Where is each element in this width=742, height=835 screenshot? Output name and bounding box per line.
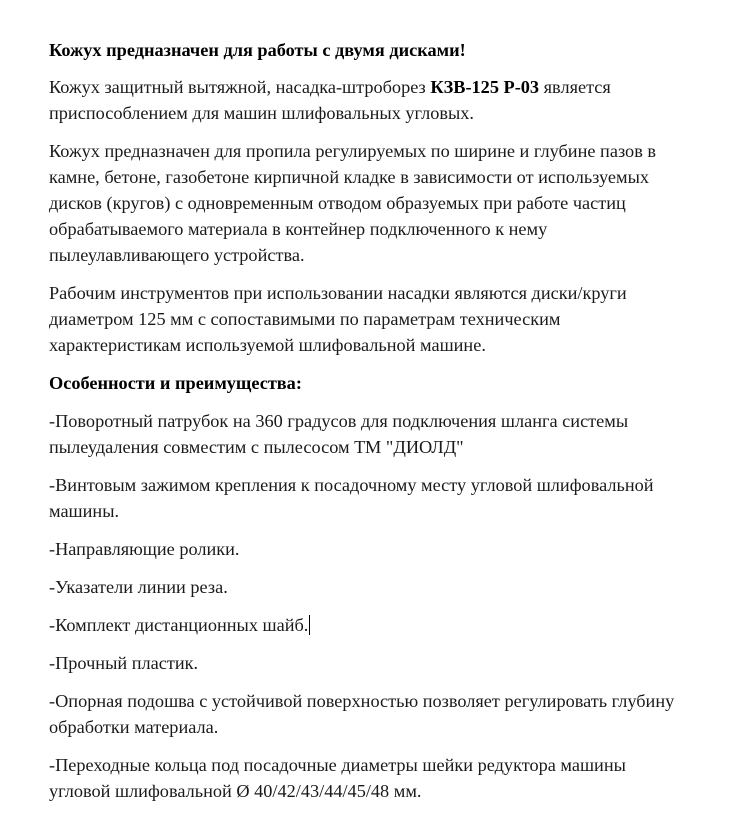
purpose-line: обрабатываемого материала в контейнер подключенного к нему: [49, 219, 548, 239]
purpose-line: камне, бетоне, газобетоне кирпичной кладке в зависимости от используемых: [49, 167, 650, 187]
document-heading: Кожух предназначен для работы с двумя дисками!: [49, 40, 466, 60]
intro-text-after: является: [539, 77, 611, 97]
feature-item: -Переходные кольца под посадочные диаметры шейки редуктора машины угловой шлифовальной Ø 40/42/43/44/45/48 мм.: [49, 755, 626, 801]
document-body: [49, 37, 739, 816]
purpose-paragraph: [49, 138, 739, 268]
features-heading: Особенности и преимущества:: [49, 373, 302, 393]
intro-paragraph: [49, 74, 739, 126]
tools-paragraph: [49, 280, 739, 358]
feature-item: -Опорная подошва с устойчивой поверхностью позволяет регулировать глубину обработки материала.: [49, 691, 675, 737]
feature-item: -Винтовым зажимом крепления к посадочному месту угловой шлифовальной машины.: [49, 475, 654, 521]
intro-text-before: Кожух защитный вытяжной, насадка-штроборез: [49, 77, 431, 97]
feature-item: -Направляющие ролики.: [49, 539, 240, 559]
purpose-line: дисков (кругов) с одновременным отводом образуемых при работе частиц: [49, 193, 626, 213]
feature-item: -Указатели линии реза.: [49, 577, 228, 597]
tools-line: диаметром 125 мм с сопоставимыми по параметрам техническим: [49, 309, 561, 329]
feature-item: -Прочный пластик.: [49, 653, 199, 673]
tools-line: характеристикам используемой шлифовальной машине.: [49, 335, 486, 355]
purpose-line: Кожух предназначен для пропила регулируемых по ширине и глубине пазов в: [49, 141, 657, 161]
text-cursor: [309, 615, 310, 635]
feature-item[interactable]: -Комплект дистанционных шайб.: [49, 615, 309, 635]
tools-line: Рабочим инструментов при использовании насадки являются диски/круги: [49, 283, 627, 303]
feature-item: -Поворотный патрубок на 360 градусов для подключения шланга системы пылеудаления совместим с пылесосом ТМ "ДИОЛД": [49, 411, 629, 457]
purpose-line: пылеулавливающего устройства.: [49, 245, 305, 265]
intro-text-line2: приспособлением для машин шлифовальных угловых.: [49, 103, 475, 123]
model-name: КЗВ-125 Р-03: [430, 77, 540, 97]
